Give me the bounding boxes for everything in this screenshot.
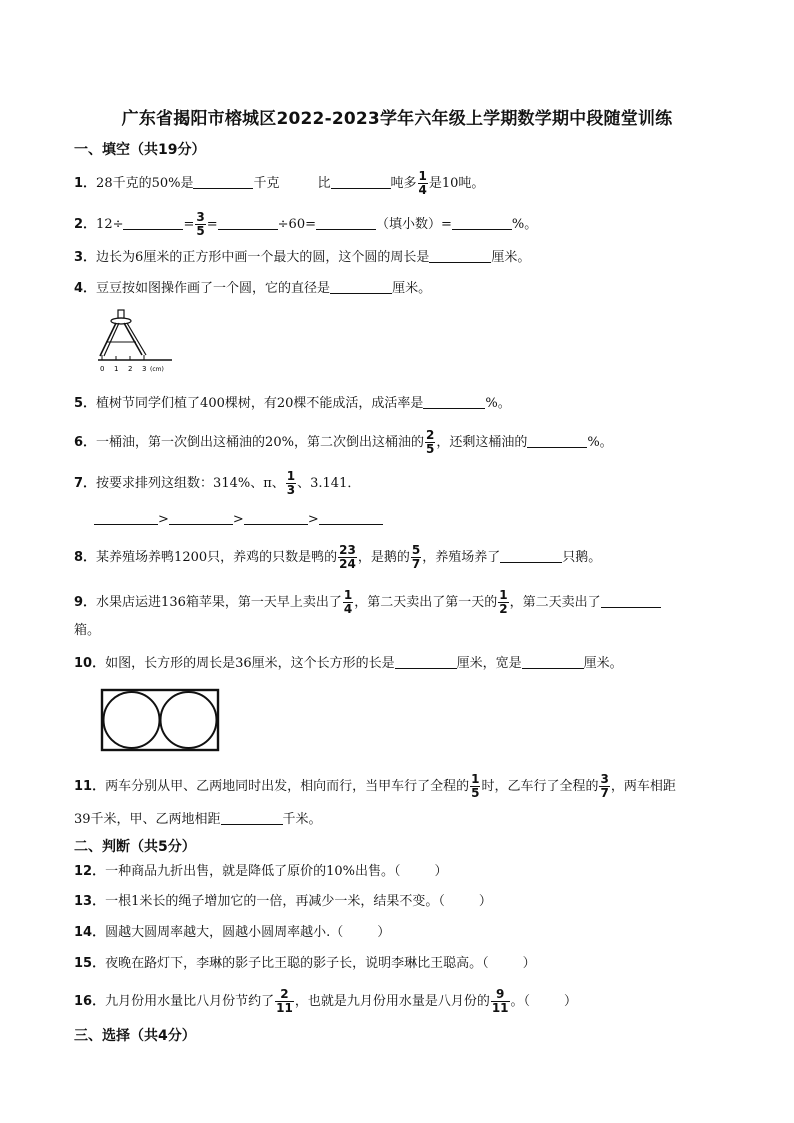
question-number: 5．	[74, 396, 97, 411]
fraction: $\frac{2}{5}$	[425, 428, 435, 456]
compass-leg-right-inner	[127, 323, 146, 355]
answer-blank[interactable]	[423, 394, 485, 409]
fraction: $\frac{1}{4}$	[418, 169, 427, 197]
answer-blank[interactable]	[527, 433, 587, 448]
question-number: 9．	[74, 595, 97, 610]
compass-ruler-figure	[92, 308, 182, 378]
question-9-cont: 箱。	[74, 623, 101, 638]
question-number: 3．	[74, 250, 97, 265]
answer-blank[interactable]	[94, 510, 158, 525]
answer-blank[interactable]	[522, 654, 584, 669]
question-12: 12．一种商品九折出售，就是降低了原价的10%出售。（ ）	[74, 864, 448, 879]
circle-right	[161, 692, 217, 748]
ordering-blanks: > > >	[94, 510, 383, 530]
answer-blank[interactable]	[169, 510, 233, 525]
question-3: 3．边长为6厘米的正方形中画一个最大的圆，这个圆的周长是 厘米。	[74, 250, 531, 265]
ruler-label: 0	[100, 365, 105, 373]
answer-blank[interactable]	[123, 215, 183, 230]
circle-left	[104, 692, 160, 748]
answer-blank[interactable]	[331, 174, 391, 189]
fraction: $\frac{3}{5}$	[196, 210, 205, 238]
fraction: $\frac{23}{24}$	[339, 543, 356, 571]
answer-blank[interactable]	[452, 215, 512, 230]
answer-blank[interactable]	[319, 510, 383, 525]
question-number: 16．	[74, 994, 106, 1009]
answer-blank[interactable]	[500, 548, 562, 563]
fraction: $\frac{3}{7}$	[600, 772, 609, 800]
question-number: 8．	[74, 550, 97, 565]
question-11-cont: 39千米，甲、乙两地相距 千米。	[74, 812, 322, 827]
compass-leg-left	[100, 323, 116, 356]
question-number: 14．	[74, 925, 106, 940]
fraction: $\frac{1}{5}$	[471, 772, 480, 800]
fraction: $\frac{1}{4}$	[343, 588, 353, 616]
answer-blank[interactable]	[330, 279, 392, 294]
question-number: 7．	[74, 476, 97, 491]
compass-handle	[118, 310, 124, 318]
fraction: $\frac{2}{11}$	[276, 987, 293, 1015]
question-number: 1．	[74, 176, 97, 191]
section-fill-in: 一、填空（共19分）	[74, 142, 206, 158]
question-1: 1．28千克的50%是 千克 比 吨多 $\frac{1}{4}$ 是10吨。	[74, 169, 485, 197]
question-number: 13．	[74, 894, 106, 909]
ruler-label: 2	[128, 365, 133, 373]
question-5: 5．植树节同学们植了400棵树，有20棵不能成活，成活率是 %。	[74, 396, 511, 411]
question-number: 10．	[74, 656, 106, 671]
question-7: 7．按要求排列这组数：314%、π、 $\frac{1}{3}$ 、3.141．	[74, 469, 361, 497]
fraction: $\frac{5}{7}$	[411, 543, 421, 571]
question-10: 10．如图，长方形的周长是36厘米，这个长方形的长是 厘米，宽是 厘米。	[74, 656, 623, 671]
question-16: 16．九月份用水量比八月份节约了 $\frac{2}{11}$ ，也就是九月份用水量是八月份的 $\frac{9}{11}$ 。（ ）	[74, 987, 578, 1015]
rectangle-two-circles-figure	[100, 688, 222, 754]
question-4: 4．豆豆按如图操作画了一个圆，它的直径是 厘米。	[74, 281, 432, 296]
ruler-unit: (cm)	[150, 366, 164, 373]
answer-blank[interactable]	[193, 174, 253, 189]
answer-blank[interactable]	[218, 215, 278, 230]
question-2: 2．12÷ = $\frac{3}{5}$ = ÷60= （填小数）= %。	[74, 210, 538, 238]
page-title: 广东省揭阳市榕城区2022-2023学年六年级上学期数学期中段随堂训练	[121, 109, 673, 129]
fraction: $\frac{1}{2}$	[499, 588, 508, 616]
fraction: $\frac{1}{3}$	[286, 469, 296, 497]
compass-leg-left-inner	[104, 323, 119, 356]
answer-blank[interactable]	[316, 215, 376, 230]
question-number: 6．	[74, 435, 97, 450]
compass-leg-right	[124, 323, 142, 355]
question-number: 12．	[74, 864, 106, 879]
question-number: 4．	[74, 281, 97, 296]
ruler-label: 3	[142, 365, 147, 373]
fraction: $\frac{9}{11}$	[491, 987, 509, 1015]
question-11: 11．两车分别从甲、乙两地同时出发，相向而行，当甲车行了全程的 $\frac{1}{5}$ 时，乙车行了全程的 $\frac{3}{7}$ ，两车相距	[74, 772, 676, 800]
answer-blank[interactable]	[601, 593, 661, 608]
question-9: 9．水果店运进136箱苹果，第一天早上卖出了 $\frac{1}{4}$ ，第二天卖出了第一天的 $\frac{1}{2}$ ，第二天卖出了	[74, 589, 661, 616]
compass-hinge	[111, 318, 131, 324]
answer-blank[interactable]	[395, 654, 457, 669]
question-15: 15．夜晚在路灯下，李琳的影子比王聪的影子长，说明李琳比王聪高。（ ）	[74, 956, 536, 971]
question-14: 14．圆越大圆周率越大，圆越小圆周率越小.（ ）	[74, 925, 391, 940]
question-8: 8．某养殖场养鸭1200只，养鸡的只数是鸭的 $\frac{23}{24}$ ，是鹅的 $\frac{5}{7}$ ，养殖场养了 只鹅。	[74, 543, 602, 571]
question-number: 15．	[74, 956, 106, 971]
question-13: 13．一根1米长的绳子增加它的一倍，再减少一米，结果不变。（ ）	[74, 894, 492, 909]
question-6: 6．一桶油，第一次倒出这桶油的20%，第二次倒出这桶油的 $\frac{2}{5}$ ，还剩这桶油的 %。	[74, 428, 613, 456]
section-true-false: 二、判断（共5分）	[74, 839, 196, 855]
section-multiple-choice: 三、选择（共4分）	[74, 1028, 196, 1044]
answer-blank[interactable]	[221, 810, 283, 825]
question-number: 11．	[74, 779, 106, 794]
ruler-label: 1	[114, 365, 119, 373]
answer-blank[interactable]	[429, 248, 491, 263]
answer-blank[interactable]	[244, 510, 308, 525]
question-number: 2．	[74, 217, 97, 232]
